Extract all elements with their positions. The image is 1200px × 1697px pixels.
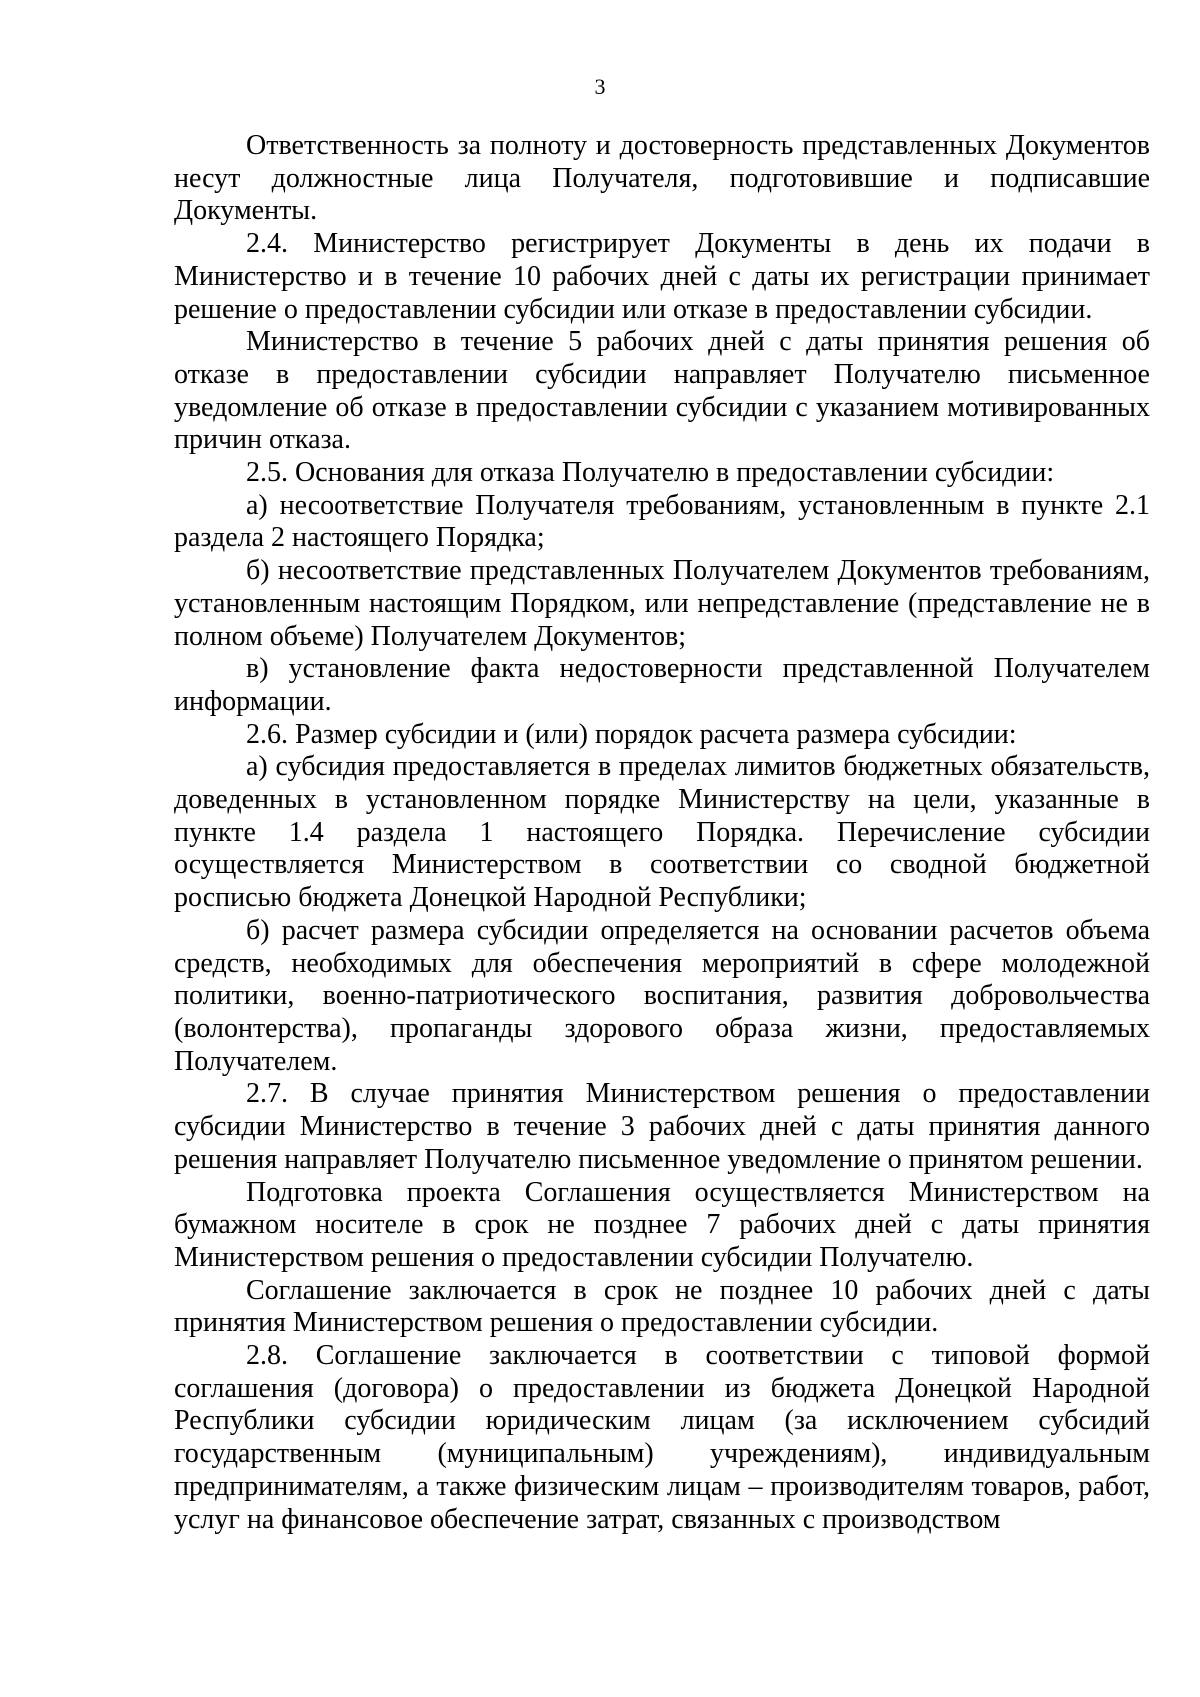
- paragraph-2-6: 2.6. Размер субсидии и (или) порядок расчета размера субсидии:: [246, 718, 1017, 750]
- paragraph-agreement-term: Соглашение заключается в срок не позднее 10 рабочих дней с даты принятия Министерством решения о предоставлении субсидии.: [174, 1274, 1150, 1339]
- paragraph-responsibility: Ответственность за полноту и достоверность представленных Документов несут должностные лица Получателя, подготовившие и подписавшие Документы.: [174, 130, 1150, 227]
- paragraph-2-6-a: а) субсидия предоставляется в пределах лимитов бюджетных обязательств, доведенных в установленном порядке Министерству на цели, указанные в пункте 1.4 раздела 1 настоящего Порядка. Перечисление субсидии осуществляется Министерством в соответствии со сводной бюджетной росписью бюджета Донецкой Народной Республики;: [174, 751, 1150, 914]
- paragraph-2-5-a: а) несоответствие Получателя требованиям, установленным в пункте 2.1 раздела 2 настоящего Порядка;: [174, 489, 1150, 554]
- page-number: 3: [594, 74, 606, 99]
- paragraph-2-5-b: б) несоответствие представленных Получателем Документов требованиям, установленным настоящим Порядком, или непредставление (представление не в полном объеме) Получателем Документов;: [174, 555, 1150, 652]
- paragraph-2-5: 2.5. Основания для отказа Получателю в предоставлении субсидии:: [246, 457, 1055, 489]
- paragraph-2-4: 2.4. Министерство регистрирует Документы в день их подачи в Министерство и в течение 10 рабочих дней с даты их регистрации принимает решение о предоставлении субсидии или отказе в предоставлении субсидии.: [174, 228, 1150, 325]
- paragraph-2-7: 2.7. В случае принятия Министерством решения о предоставлении субсидии Министерство в течение 3 рабочих дней с даты принятия данного решения направляет Получателю письменное уведомление о принятом решении.: [174, 1078, 1150, 1175]
- paragraph-2-5-v: в) установление факта недостоверности представленной Получателем информации.: [174, 653, 1150, 717]
- paragraph-2-6-b: б) расчет размера субсидии определяется на основании расчетов объема средств, необходимых для обеспечения мероприятий в сфере молодежной политики, военно-патриотического воспитания, развития добровольчества (волонтерства), пропаганды здорового образа жизни, предоставляемых Получателем.: [174, 914, 1150, 1077]
- paragraph-agreement-preparation: Подготовка проекта Соглашения осуществляется Министерством на бумажном носителе в срок не позднее 7 рабочих дней с даты принятия Министерством решения о предоставлении субсидии Получателю.: [174, 1176, 1150, 1273]
- paragraph-refusal-notice: Министерство в течение 5 рабочих дней с даты принятия решения об отказе в предоставлении субсидии направляет Получателю письменное уведомление об отказе в предоставлении субсидии с указанием мотивированных причин отказа.: [174, 326, 1150, 456]
- paragraph-2-8: 2.8. Соглашение заключается в соответствии с типовой формой соглашения (договора) о предоставлении из бюджета Донецкой Народной Республики субсидии юридическим лицам (за исключением субсидий государственным (муниципальным) учреждениям), индивидуальным предпринимателям, а также физическим лицам – производителям товаров, работ, услуг на финансовое обеспечение затрат, связанных с производством: [174, 1340, 1150, 1535]
- document-body: [174, 130, 1150, 1536]
